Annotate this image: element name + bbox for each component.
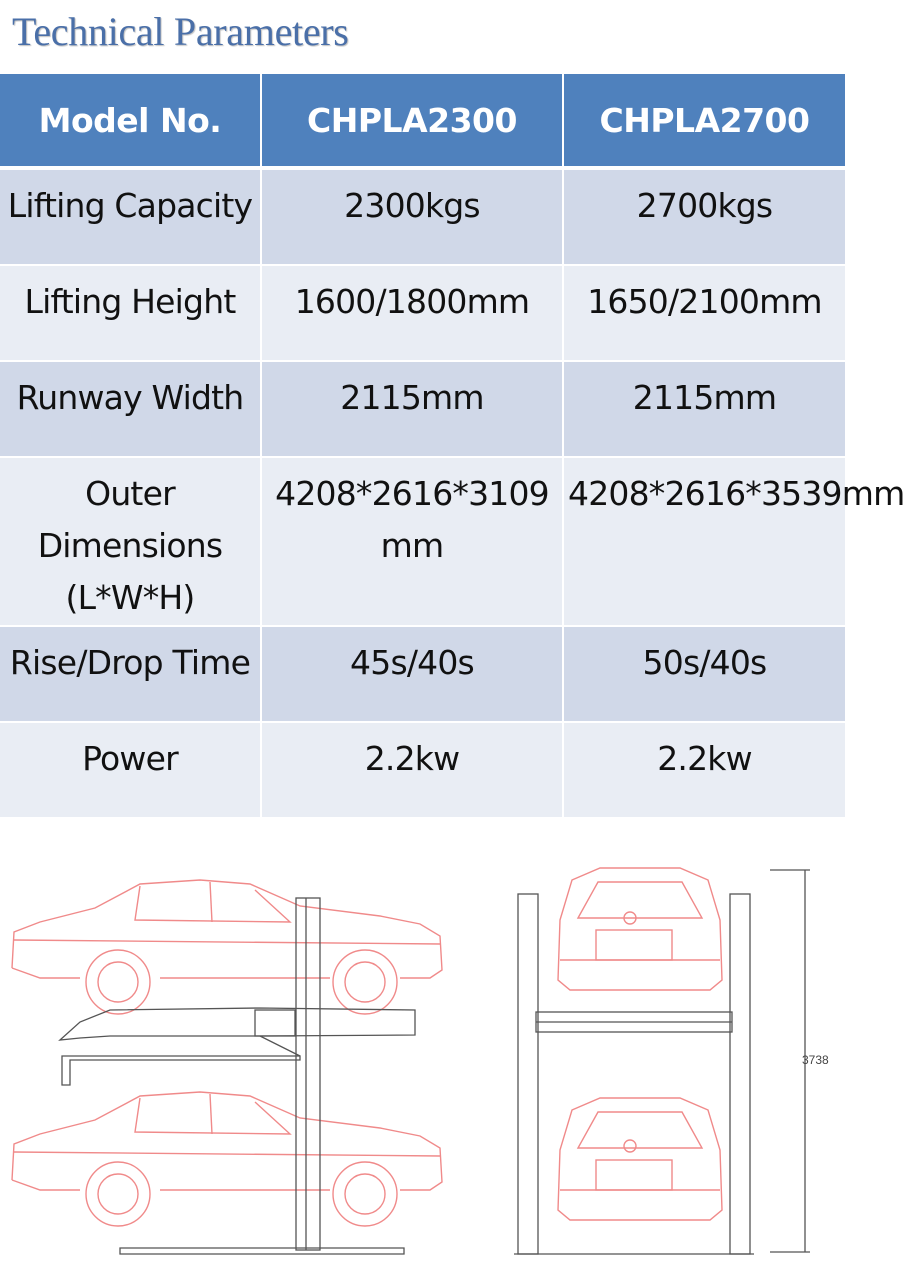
upper-car-outline (12, 880, 442, 1014)
table-header-row (0, 74, 846, 168)
row-label: Runway Width (0, 361, 261, 457)
front-view-drawing (500, 860, 846, 1260)
upper-car-front-outline (558, 868, 722, 990)
spec-table (0, 74, 904, 819)
table-row (0, 265, 846, 361)
row-value: 2115mm (563, 361, 846, 457)
header-model-no: Model No. (0, 74, 261, 168)
table-row (0, 626, 846, 722)
row-value: 4208*2616*3539mm (563, 457, 846, 626)
table-row (0, 722, 846, 818)
row-value: 45s/40s (261, 626, 563, 722)
side-view-drawing (0, 860, 450, 1260)
height-dimension-label: 3738 (802, 1053, 829, 1067)
table-row (0, 457, 846, 626)
row-value: 2.2kw (563, 722, 846, 818)
lower-car-outline (12, 1092, 442, 1226)
lower-car-front-outline (558, 1098, 722, 1220)
table-row (0, 361, 846, 457)
table-row (0, 168, 846, 265)
header-model-chpla2300: CHPLA2300 (261, 74, 563, 168)
row-value: 2115mm (261, 361, 563, 457)
row-label: Outer Dimensions (L*W*H) (0, 457, 261, 626)
side-lift-structure (60, 898, 415, 1254)
row-value: 2.2kw (261, 722, 563, 818)
row-value: 1600/1800mm (261, 265, 563, 361)
row-label: Lifting Capacity (0, 168, 261, 265)
header-model-chpla2700: CHPLA2700 (563, 74, 846, 168)
row-value: 2700kgs (563, 168, 846, 265)
row-label: Power (0, 722, 261, 818)
row-value: 1650/2100mm (563, 265, 846, 361)
row-value: 2300kgs (261, 168, 563, 265)
row-value: 50s/40s (563, 626, 846, 722)
row-label: Rise/Drop Time (0, 626, 261, 722)
row-label: Lifting Height (0, 265, 261, 361)
row-value: 4208*2616*3109 mm (261, 457, 563, 626)
page-title: Technical Parameters (12, 9, 349, 54)
